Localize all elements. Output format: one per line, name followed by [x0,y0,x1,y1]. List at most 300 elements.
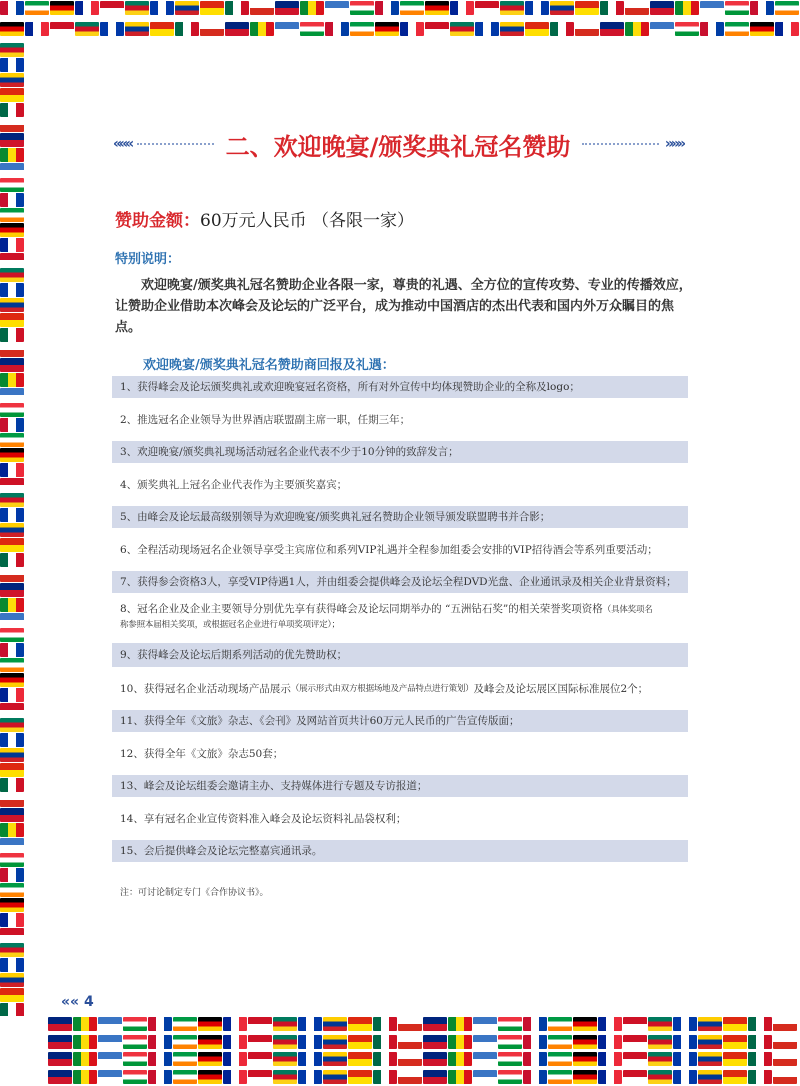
flag-icon [473,1035,497,1049]
list-item [112,528,688,571]
flag-icon [0,58,24,72]
flag-icon [0,988,24,1002]
flag-icon [373,1070,397,1084]
benefit-text: 14、享有冠名企业宣传资料准入峰会及论坛资料礼品袋权利； [120,812,407,825]
flag-icon [398,1070,422,1084]
flag-icon [323,1017,347,1031]
flag-icon [0,508,24,522]
flag-icon [0,388,24,402]
flag-icon [173,1035,197,1049]
flag-icon [348,1070,372,1084]
flag-icon [0,313,24,327]
flag-icon [500,22,524,36]
flag-border-left [0,42,48,1016]
flag-icon [73,1052,97,1066]
flag-icon [650,22,674,36]
flag-icon [550,1,574,15]
flag-icon [200,22,224,36]
flag-icon [300,1,324,15]
flag-icon [498,1035,522,1049]
flag-icon [748,1017,772,1031]
benefit-text: 5、由峰会及论坛最高级别领导为欢迎晚宴/颁奖典礼冠名赞助企业领导颁发联盟聘书并合影； [120,511,551,523]
flag-icon [0,343,24,357]
benefit-text: 及峰会及论坛展区国际标准展位2个； [473,682,649,695]
flag-icon [348,1052,372,1066]
amount-label: 赞助金额： [115,211,200,231]
flag-icon [0,208,24,222]
flag-icon [125,22,149,36]
flag-icon [698,1017,722,1031]
flag-icon [0,553,24,567]
flag-icon [0,223,24,237]
flag-icon [123,1035,147,1049]
flag-icon [575,1,599,15]
footnote: 注：可讨论制定专门《合作协议书》。 [120,888,269,898]
flag-icon [298,1017,322,1031]
flag-icon [423,1035,447,1049]
flag-icon [0,538,24,552]
flag-icon [198,1052,222,1066]
flag-icon [0,583,24,597]
flag-icon [75,22,99,36]
flag-icon [475,1,499,15]
flag-icon [250,22,274,36]
flag-icon [298,1035,322,1049]
flag-icon [598,1070,622,1084]
flag-icon [198,1017,222,1031]
flag-icon [98,1035,122,1049]
flag-icon [398,1017,422,1031]
flag-icon [623,1035,647,1049]
flag-icon [275,22,299,36]
flag-icon [123,1070,147,1084]
flag-icon [0,733,24,747]
flag-icon [648,1052,672,1066]
flag-icon [248,1070,272,1084]
flag-icon [273,1035,297,1049]
flag-icon [423,1070,447,1084]
flag-icon [50,1,74,15]
flag-icon [150,1,174,15]
flag-icon [0,133,24,147]
flag-icon [25,1,49,15]
list-item [112,667,688,710]
flag-icon [0,268,24,282]
benefit-text: 13、峰会及论坛组委会邀请主办、支持媒体进行专题及专访报道； [120,780,428,792]
flag-icon [0,238,24,252]
flag-icon [650,1,674,15]
flag-icon [448,1035,472,1049]
flag-icon [98,1070,122,1084]
flag-icon [0,493,24,507]
flag-icon [98,1017,122,1031]
flag-icon [698,1052,722,1066]
flag-icon [725,22,749,36]
flag-icon [0,433,24,447]
flag-icon [50,22,74,36]
flag-icon [0,103,24,117]
flag-icon [523,1070,547,1084]
flag-icon [723,1052,747,1066]
list-item [112,506,688,528]
section-heading [113,126,683,162]
flag-icon [0,883,24,897]
flag-icon [425,22,449,36]
benefit-subnote: （展示形式由双方根据场地及产品特点进行策划） [290,683,474,694]
flag-icon [0,973,24,987]
flag-icon [450,1,474,15]
flag-icon [673,1035,697,1049]
left-chevrons-icon: ««« [113,136,132,152]
flag-icon [573,1035,597,1049]
list-item [112,441,688,463]
flag-icon [0,943,24,957]
flag-icon [448,1052,472,1066]
flag-icon [473,1052,497,1066]
benefits-title: 欢迎晚宴/颁奖典礼冠名赞助商回报及礼遇： [143,358,395,373]
list-item [112,463,688,506]
flag-icon [0,823,24,837]
right-chevrons-icon: »»» [664,136,684,152]
flag-icon [673,1017,697,1031]
flag-icon [0,73,24,87]
flag-icon [273,1052,297,1066]
flag-icon [773,1017,797,1031]
flag-icon [175,1,199,15]
flag-icon [0,643,24,657]
flag-icon [523,1052,547,1066]
flag-icon [0,658,24,672]
flag-icon [498,1070,522,1084]
flag-icon [0,793,24,807]
flag-icon [0,418,24,432]
flag-icon [325,22,349,36]
flag-icon [348,1017,372,1031]
flag-icon [398,1035,422,1049]
flag-icon [248,1052,272,1066]
flag-icon [123,1052,147,1066]
flag-icon [623,1070,647,1084]
flag-icon [448,1017,472,1031]
flag-icon [723,1070,747,1084]
flag-icon [73,1017,97,1031]
flag-icon [400,22,424,36]
flag-icon [673,1052,697,1066]
flag-icon [598,1052,622,1066]
flag-icon [575,22,599,36]
benefit-text: 12、获得全年《文旅》杂志50套； [120,747,284,760]
flag-icon [0,778,24,792]
flag-icon [548,1035,572,1049]
flag-icon [0,298,24,312]
flag-icon [748,1070,772,1084]
flag-icon [250,1,274,15]
flag-icon [298,1052,322,1066]
flag-icon [775,22,799,36]
flag-icon [223,1052,247,1066]
flag-icon [373,1035,397,1049]
benefit-text: 7、获得参会资格3人，享受VIP待遇1人，并由组委会提供峰会及论坛全程DVD光盘、企业通讯录及相关企业背景资料； [120,576,677,588]
flag-icon [48,1052,72,1066]
flag-icon [773,1052,797,1066]
flag-icon [225,22,249,36]
flag-icon [0,688,24,702]
flag-icon [450,22,474,36]
flag-icon [273,1070,297,1084]
flag-icon [100,1,124,15]
list-item [112,398,688,441]
flag-icon [723,1017,747,1031]
flag-icon [573,1017,597,1031]
flag-icon [223,1070,247,1084]
flag-icon [48,1017,72,1031]
flag-icon [0,673,24,687]
flag-icon [75,1,99,15]
flag-icon [198,1035,222,1049]
flag-icon [375,1,399,15]
flag-icon [0,328,24,342]
flag-icon [375,22,399,36]
dotted-divider [582,143,658,145]
flag-icon [223,1035,247,1049]
flag-icon [0,568,24,582]
page-number: «« 4 [61,994,94,1010]
sponsorship-amount [115,206,414,231]
flag-icon [0,373,24,387]
flag-icon [0,703,24,717]
benefit-text: 4、颁奖典礼上冠名企业代表作为主要颁奖嘉宾； [120,478,348,491]
flag-icon [225,1,249,15]
flag-icon [423,1052,447,1066]
benefit-text: 10、获得冠名企业活动现场产品展示 [120,682,291,695]
flag-icon [125,1,149,15]
flag-icon [448,1070,472,1084]
flag-icon [775,1,799,15]
flag-icon [700,1,724,15]
benefit-text: 9、获得峰会及论坛后期系列活动的优先赞助权； [120,649,348,661]
page-title: 二、欢迎晚宴/颁奖典礼冠名赞助 [225,132,571,161]
flag-icon [323,1052,347,1066]
flag-icon [273,1017,297,1031]
list-item [112,775,688,797]
benefit-text: 11、获得全年《文旅》杂志、《会刊》及网站首页共计60万元人民币的广告宣传版面； [120,715,520,727]
list-item [112,571,688,593]
flag-border-bottom [48,1016,800,1086]
flag-icon [548,1070,572,1084]
flag-icon [148,1035,172,1049]
flag-icon [0,148,24,162]
flag-icon [123,1017,147,1031]
flag-icon [400,1,424,15]
flag-icon [750,22,774,36]
flag-icon [0,718,24,732]
flag-icon [148,1052,172,1066]
dotted-divider [137,143,213,145]
benefit-subnote: 称参照本届相关奖项，或根据冠名企业进行单项奖项评定）； [120,620,340,630]
flag-icon [523,1035,547,1049]
page-content [48,42,800,1016]
list-item [112,593,688,643]
flag-icon [0,748,24,762]
flag-icon [48,1070,72,1084]
flag-icon [173,1017,197,1031]
benefit-text: 2、推选冠名企业领导为世界酒店联盟副主席一职，任期三年； [120,413,411,426]
flag-icon [498,1017,522,1031]
flag-icon [773,1035,797,1049]
flag-icon [625,22,649,36]
flag-icon [0,358,24,372]
flag-icon [623,1017,647,1031]
flag-icon [323,1035,347,1049]
flag-icon [598,1017,622,1031]
flag-icon [675,1,699,15]
flag-icon [0,193,24,207]
flag-icon [0,523,24,537]
flag-icon [223,1017,247,1031]
flag-icon [0,913,24,927]
flag-icon [0,1003,24,1016]
flag-icon [0,448,24,462]
intro-paragraph: 欢迎晚宴/颁奖典礼冠名赞助企业各限一家，尊贵的礼遇、全方位的宣传攻势、专业的传播效应，让赞助企业借助本次峰会及论坛的广泛平台，成为推动中国酒店的杰出代表和国内外万众瞩目的焦点。 [115,278,692,335]
flag-icon [423,1017,447,1031]
flag-icon [723,1035,747,1049]
flag-icon [0,253,24,267]
flag-icon [573,1070,597,1084]
flag-icon [550,22,574,36]
flag-icon [700,22,724,36]
flag-icon [0,1,24,15]
flag-icon [0,178,24,192]
flag-icon [0,598,24,612]
flag-icon [173,1070,197,1084]
flag-icon [0,763,24,777]
flag-icon [0,283,24,297]
benefits-list [112,376,688,862]
flag-icon [600,1,624,15]
flag-icon [0,613,24,627]
flag-icon [150,22,174,36]
flag-icon [725,1,749,15]
flag-icon [675,22,699,36]
flag-icon [0,958,24,972]
amount-value: 60万元人民币 （各限一家） [200,211,415,231]
flag-icon [73,1070,97,1084]
flag-icon [648,1035,672,1049]
flag-icon [748,1035,772,1049]
flag-icon [175,22,199,36]
flag-icon [500,1,524,15]
flag-icon [648,1070,672,1084]
special-note-title: 特别说明： [115,252,181,267]
flag-icon [0,478,24,492]
flag-icon [598,1035,622,1049]
flag-icon [348,1035,372,1049]
flag-icon [98,1052,122,1066]
flag-icon [73,1035,97,1049]
flag-icon [548,1052,572,1066]
benefit-text: 15、会后提供峰会及论坛完整嘉宾通讯录。 [120,845,323,857]
flag-icon [0,163,24,177]
flag-icon [473,1017,497,1031]
flag-icon [473,1070,497,1084]
flag-icon [698,1070,722,1084]
flag-icon [300,22,324,36]
flag-icon [425,1,449,15]
flag-icon [298,1070,322,1084]
flag-icon [525,22,549,36]
flag-icon [0,928,24,942]
flag-icon [0,898,24,912]
flag-icon [148,1017,172,1031]
flag-icon [0,868,24,882]
list-item [112,376,688,398]
flag-icon [0,43,24,57]
flag-icon [398,1052,422,1066]
flag-icon [0,22,24,36]
flag-icon [275,1,299,15]
flag-icon [0,88,24,102]
flag-icon [325,1,349,15]
benefit-text: 6、全程活动现场冠名企业领导享受主宾席位和系列VIP礼遇并全程参加组委会安排的VIP招待酒会等系列重要活动； [120,543,658,556]
flag-icon [248,1035,272,1049]
benefit-text: 1、获得峰会及论坛颁奖典礼或欢迎晚宴冠名资格，所有对外宣传中均体现赞助企业的全称及logo； [120,381,580,393]
flag-icon [625,1,649,15]
flag-icon [0,808,24,822]
flag-icon [0,853,24,867]
flag-icon [148,1070,172,1084]
flag-icon [673,1070,697,1084]
list-item [112,840,688,862]
list-item [112,797,688,840]
flag-icon [350,1,374,15]
flag-icon [475,22,499,36]
benefit-subnote: （具体奖项名 [602,605,653,615]
flag-icon [100,22,124,36]
flag-icon [698,1035,722,1049]
flag-icon [623,1052,647,1066]
list-item [112,643,688,667]
flag-icon [573,1052,597,1066]
flag-icon [0,118,24,132]
flag-icon [373,1052,397,1066]
benefit-text: 3、欢迎晚宴/颁奖典礼现场活动冠名企业代表不少于10分钟的致辞发言； [120,446,459,458]
flag-border-top [0,0,800,42]
flag-icon [323,1070,347,1084]
flag-icon [548,1017,572,1031]
flag-icon [173,1052,197,1066]
flag-icon [0,838,24,852]
flag-icon [523,1017,547,1031]
flag-icon [498,1052,522,1066]
flag-icon [198,1070,222,1084]
flag-icon [248,1017,272,1031]
flag-icon [525,1,549,15]
flag-icon [0,403,24,417]
flag-icon [773,1070,797,1084]
flag-icon [0,463,24,477]
flag-icon [25,22,49,36]
list-item [112,710,688,732]
flag-icon [350,22,374,36]
benefit-text: 8、冠名企业及企业主要领导分别优先享有获得峰会及论坛同期举办的 “五洲钻石奖”的相关荣誉奖项资格 [120,603,603,615]
flag-icon [0,628,24,642]
flag-icon [600,22,624,36]
flag-icon [748,1052,772,1066]
flag-icon [373,1017,397,1031]
flag-icon [200,1,224,15]
flag-icon [648,1017,672,1031]
list-item [112,732,688,775]
